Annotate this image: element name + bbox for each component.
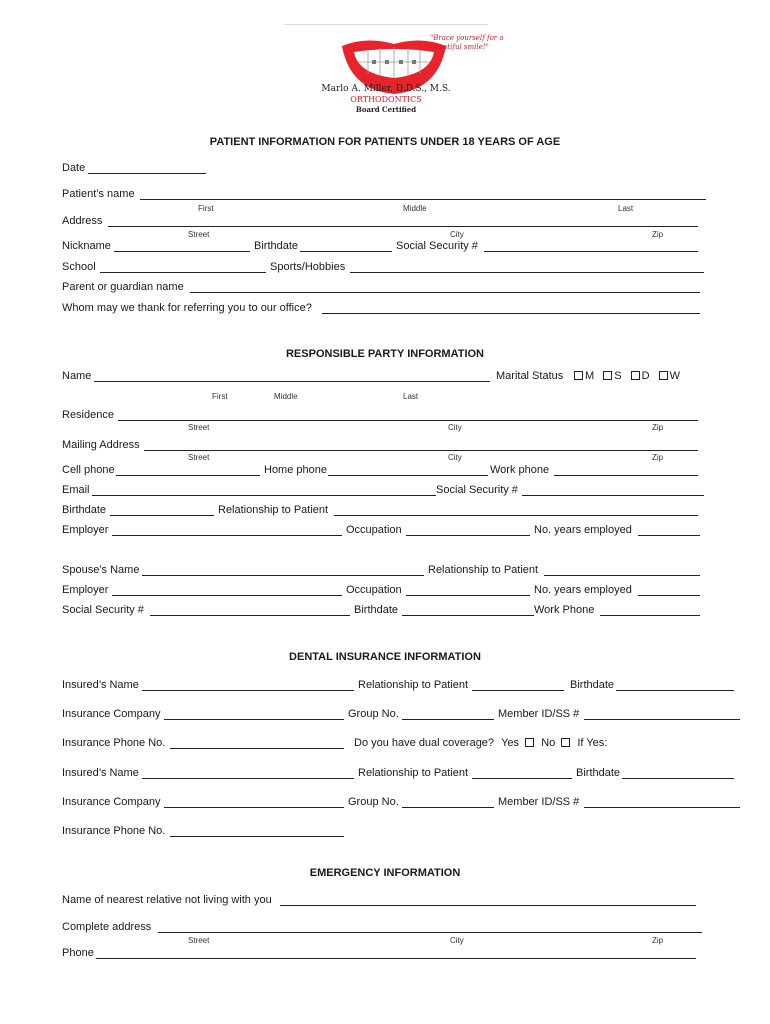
marital-status-label: Marital Status	[496, 370, 564, 382]
insured-relationship-label: Relationship to Patient	[358, 679, 469, 691]
responsible-heading: RESPONSIBLE PARTY INFORMATION	[285, 348, 485, 360]
insurance-phone2-field[interactable]	[170, 836, 344, 837]
email-field[interactable]	[92, 495, 436, 496]
spouse-employer-field[interactable]	[112, 595, 342, 596]
spouse-occupation-label: Occupation	[346, 584, 402, 596]
employer-field[interactable]	[112, 535, 342, 536]
address-street-sublabel: Street	[188, 230, 210, 239]
work-phone-field[interactable]	[554, 475, 698, 476]
school-field[interactable]	[100, 272, 266, 273]
rp-relationship-field[interactable]	[334, 515, 698, 516]
dual-no-label: No	[541, 737, 556, 749]
insured-birthdate-field[interactable]	[616, 690, 734, 691]
dual-if-yes-label: If Yes:	[577, 737, 608, 749]
insurance-phone-label: Insurance Phone No.	[62, 737, 166, 749]
patient-name-field[interactable]	[140, 199, 706, 200]
logo-slogan: "Brace yourself for a beautiful smile!"	[430, 34, 504, 51]
patient-ssn-label: Social Security #	[396, 240, 478, 252]
years-employed-label: No. years employed	[534, 524, 632, 536]
home-phone-label: Home phone	[264, 464, 327, 476]
patient-name-label: Patient’s name	[62, 188, 135, 200]
mailing-field[interactable]	[144, 450, 698, 451]
address-field[interactable]	[108, 226, 698, 227]
spouse-years-field[interactable]	[638, 595, 700, 596]
marital-m-checkbox[interactable]: M	[574, 370, 594, 382]
guardian-label: Parent or guardian name	[62, 281, 184, 293]
emergency-address-label: Complete address	[62, 921, 152, 933]
dual-yes-label: Yes	[501, 737, 520, 749]
patient-birthdate-field[interactable]	[300, 251, 392, 252]
address-label: Address	[62, 215, 103, 227]
guardian-field[interactable]	[190, 292, 700, 293]
spouse-work-phone-label: Work Phone	[534, 604, 595, 616]
address-city-sublabel: City	[450, 230, 464, 239]
patient-middle-sublabel: Middle	[403, 204, 427, 213]
relative-label: Name of nearest relative not living with you	[62, 894, 272, 906]
spouse-name-field[interactable]	[142, 575, 424, 576]
spouse-ssn-label: Social Security #	[62, 604, 144, 616]
relative-field[interactable]	[280, 905, 696, 906]
insured-birthdate2-label: Birthdate	[576, 767, 621, 779]
group-no2-field[interactable]	[402, 807, 494, 808]
insured-name-field[interactable]	[142, 690, 354, 691]
member-id2-field[interactable]	[584, 807, 740, 808]
insurance-heading: DENTAL INSURANCE INFORMATION	[289, 651, 481, 663]
insured-birthdate-label: Birthdate	[570, 679, 615, 691]
emergency-city-sublabel: City	[450, 936, 464, 945]
insurance-company-label: Insurance Company	[62, 708, 161, 720]
emergency-zip-sublabel: Zip	[652, 936, 664, 945]
rp-name-label: Name	[62, 370, 92, 382]
mailing-street-sublabel: Street	[188, 453, 210, 462]
insured-name2-label: Insured’s Name	[62, 767, 139, 779]
nickname-label: Nickname	[62, 240, 111, 252]
spouse-birthdate-field[interactable]	[402, 615, 534, 616]
insured-relationship2-field[interactable]	[472, 778, 572, 779]
marital-w-checkbox[interactable]: W	[659, 370, 680, 382]
group-no-field[interactable]	[402, 719, 494, 720]
emergency-address-field[interactable]	[158, 932, 702, 933]
patient-ssn-field[interactable]	[484, 251, 698, 252]
rp-middle-sublabel: Middle	[274, 392, 298, 401]
spouse-work-phone-field[interactable]	[600, 615, 700, 616]
spouse-occupation-field[interactable]	[406, 595, 530, 596]
nickname-field[interactable]	[114, 251, 250, 252]
residence-field[interactable]	[118, 420, 698, 421]
spouse-ssn-field[interactable]	[150, 615, 350, 616]
rp-ssn-field[interactable]	[522, 495, 704, 496]
sports-label: Sports/Hobbies	[270, 261, 346, 273]
insurance-company-field[interactable]	[164, 719, 344, 720]
insurance-phone2-label: Insurance Phone No.	[62, 825, 166, 837]
dual-coverage-question	[354, 737, 607, 750]
member-id-field[interactable]	[584, 719, 740, 720]
spouse-relationship-field[interactable]	[544, 575, 700, 576]
dual-no-checkbox[interactable]	[561, 738, 570, 747]
marital-d-checkbox[interactable]: D	[631, 370, 650, 382]
marital-s-checkbox[interactable]: S	[603, 370, 621, 382]
date-label: Date	[62, 162, 86, 174]
residence-label: Residence	[62, 409, 114, 421]
insured-name-label: Insured’s Name	[62, 679, 139, 691]
patient-last-sublabel: Last	[618, 204, 634, 213]
spouse-birthdate-label: Birthdate	[354, 604, 399, 616]
dual-coverage-label: Do you have dual coverage?	[354, 737, 495, 749]
patient-first-sublabel: First	[198, 204, 214, 213]
rp-name-field[interactable]	[94, 381, 490, 382]
insurance-company2-field[interactable]	[164, 807, 344, 808]
cell-phone-label: Cell phone	[62, 464, 115, 476]
emergency-phone-label: Phone	[62, 947, 94, 959]
occupation-label: Occupation	[346, 524, 402, 536]
member-id-label: Member ID/SS #	[498, 708, 580, 720]
work-phone-label: Work phone	[490, 464, 550, 476]
emergency-phone-field[interactable]	[96, 958, 696, 959]
address-zip-sublabel: Zip	[652, 230, 664, 239]
group-no-label: Group No.	[348, 708, 399, 720]
occupation-field[interactable]	[406, 535, 530, 536]
group-no2-label: Group No.	[348, 796, 399, 808]
practice-logo	[280, 20, 504, 120]
school-label: School	[62, 261, 96, 273]
patient-birthdate-label: Birthdate	[254, 240, 299, 252]
emergency-street-sublabel: Street	[188, 936, 210, 945]
rp-birthdate-field[interactable]	[110, 515, 214, 516]
mailing-label: Mailing Address	[62, 439, 140, 451]
logo-divider	[284, 24, 488, 25]
rp-last-sublabel: Last	[403, 392, 419, 401]
emergency-heading: EMERGENCY INFORMATION	[309, 867, 461, 879]
marital-options	[574, 370, 680, 383]
employer-label: Employer	[62, 524, 109, 536]
logo-certification: Board Certified	[355, 105, 417, 114]
form-title: PATIENT INFORMATION FOR PATIENTS UNDER 18 YEARS OF AGE	[209, 136, 561, 148]
insurance-phone-field[interactable]	[170, 748, 344, 749]
insured-relationship-field[interactable]	[472, 690, 564, 691]
referral-label: Whom may we thank for referring you to our office?	[62, 302, 312, 314]
dual-yes-checkbox[interactable]	[525, 738, 534, 747]
email-label: Email	[62, 484, 90, 496]
home-phone-field[interactable]	[328, 475, 488, 476]
insured-name2-field[interactable]	[142, 778, 354, 779]
rp-ssn-label: Social Security #	[436, 484, 518, 496]
member-id2-label: Member ID/SS #	[498, 796, 580, 808]
rp-birthdate-label: Birthdate	[62, 504, 107, 516]
insured-relationship2-label: Relationship to Patient	[358, 767, 469, 779]
referral-field[interactable]	[322, 313, 700, 314]
spouse-relationship-label: Relationship to Patient	[428, 564, 539, 576]
spouse-employer-label: Employer	[62, 584, 109, 596]
cell-phone-field[interactable]	[116, 475, 260, 476]
logo-specialty: ORTHODONTICS	[350, 95, 422, 104]
residence-city-sublabel: City	[448, 423, 462, 432]
insurance-company2-label: Insurance Company	[62, 796, 161, 808]
logo-doctor-name: Marlo A. Miller, D.D.S., M.S.	[321, 84, 451, 94]
sports-field[interactable]	[350, 272, 704, 273]
residence-zip-sublabel: Zip	[652, 423, 664, 432]
spouse-name-label: Spouse’s Name	[62, 564, 140, 576]
mailing-zip-sublabel: Zip	[652, 453, 664, 462]
mailing-city-sublabel: City	[448, 453, 462, 462]
years-employed-field[interactable]	[638, 535, 700, 536]
rp-relationship-label: Relationship to Patient	[218, 504, 329, 516]
spouse-years-label: No. years employed	[534, 584, 632, 596]
residence-street-sublabel: Street	[188, 423, 210, 432]
date-field[interactable]	[88, 173, 206, 174]
insured-birthdate2-field[interactable]	[622, 778, 734, 779]
rp-first-sublabel: First	[212, 392, 228, 401]
